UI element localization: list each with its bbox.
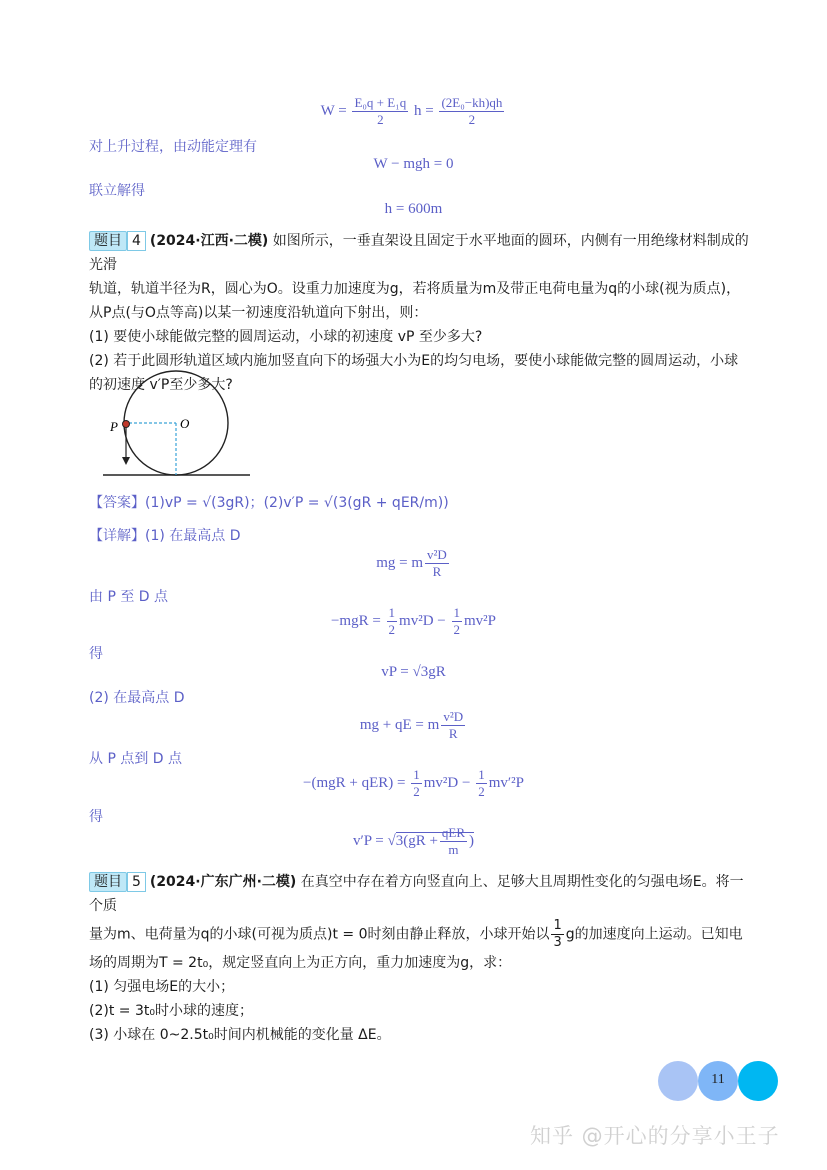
problem-number: 5 — [127, 872, 146, 892]
problem-tag: 题目 — [89, 231, 127, 251]
problem-source: (2024·江西·二模) — [149, 233, 269, 249]
detail-line: 得 — [89, 809, 103, 825]
label-o: O — [180, 416, 190, 431]
solution-line: 对上升过程，由动能定理有 — [89, 139, 257, 155]
circle-track-figure — [100, 365, 260, 480]
eq-energy-2: −(mgR + qER) = $\frac{1}{2}$ mv²D − $\frac{1}{2}$ mv′²P — [303, 767, 524, 799]
eq-top-point: mg = m $\frac{\text{v²D}}{R}$ — [376, 547, 447, 579]
result-equation: h = 600m — [384, 201, 443, 217]
detail-label: 【详解】(1) 在最高点 D — [89, 528, 241, 544]
problem-5: 题目 5 (2024·广东广州·二模) 在真空中存在着方向竖直向上、足够大且周期性变化的匀强电场E。将一个质 量为m、电荷量为q的小球(可视为质点)t = 0时刻由静止释放，小球开始以 $\frac{1}{3}$ g的加速度向上运动。已知电 场的周期为T = 2t₀，规定竖直向上为正方向，重力加速度为g，求： (1) 匀强电场E的大小； (2)t = 3t₀时小球的速度； (3) 小球在 0~2.5t₀时间内机械能的变化量 ΔE。 — [89, 874, 744, 1043]
problem-4: 题目 4 (2024·江西·二模) 如图所示，一垂直架设且固定于水平地面的圆环，内侧有一用绝缘材料制成的光滑 轨道，轨道半径为R，圆心为O。设重力加速度为g，若将质量为m及带正电荷电量为q的小球(视为质点)， 从P点(与O点等高)以某一初速度沿轨道向下射出，则： (1) 要使小球能做完整的圆周运动，小球的初速度 vP 至少多大? (2) 若于此圆形轨道区域内施加竖直向下的场强大小为E的均匀电场，要使小球能做完整的圆周运动，小球 的初速度 v′P至少多大? — [89, 233, 749, 393]
detail-line: (2) 在最高点 D — [89, 690, 185, 706]
energy-equation: W − mgh = 0 — [373, 156, 454, 172]
eq-vp-prime: v′P = √3(gR + $\frac{\text{qER}}{m}$ ) — [352, 825, 475, 857]
detail-line: 得 — [89, 646, 103, 662]
detail-line: 由 P 至 D 点 — [89, 589, 169, 605]
watermark: 知乎 @开心的分享小王子 — [530, 1124, 780, 1148]
work-equation: W = $\frac{\text{E₀q + E₁q}}{2}$ h = $\frac{\text{(2E₀−kh)qh}}{2}$ — [320, 95, 503, 127]
problem-tag: 题目 — [89, 872, 127, 892]
label-p: P — [110, 419, 118, 434]
eq-vp: vP = √3gR — [381, 664, 446, 680]
problem-number: 4 — [127, 231, 146, 251]
problem-source: (2024·广东广州·二模) — [149, 874, 297, 890]
page-circle-left — [658, 1061, 698, 1101]
page-circle-right — [738, 1061, 778, 1101]
eq-energy-1: −mgR = $\frac{1}{2}$ mv²D − $\frac{1}{2}$ mv²P — [330, 605, 497, 637]
detail-line: 从 P 点到 D 点 — [89, 751, 183, 767]
solution-line: 联立解得 — [89, 183, 145, 199]
answer-4: 【答案】(1)vP = √(3gR)；(2)v′P = √(3(gR + qER/m)) — [89, 495, 449, 511]
eq-top-point-2: mg + qE = m $\frac{\text{v²D}}{R}$ — [359, 709, 464, 741]
page-number: 11 — [711, 1072, 725, 1087]
